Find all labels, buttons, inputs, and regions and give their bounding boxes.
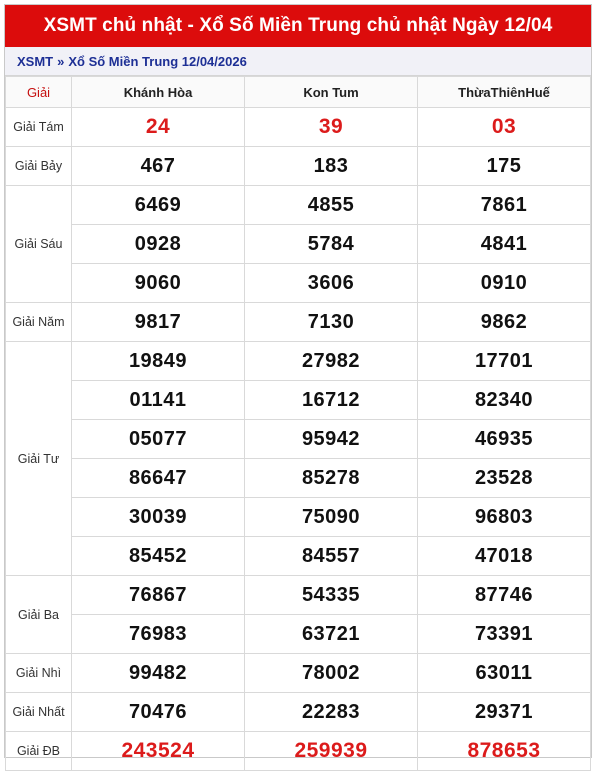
result-number: 76983 bbox=[72, 615, 245, 654]
table-row bbox=[6, 498, 591, 537]
column-header-province[interactable]: Kon Tum bbox=[245, 77, 418, 108]
prize-label-g5: Giải Năm bbox=[6, 303, 72, 342]
table-row bbox=[6, 537, 591, 576]
result-number: 19849 bbox=[72, 342, 245, 381]
result-number: 75090 bbox=[245, 498, 418, 537]
table-row bbox=[6, 147, 591, 186]
result-number: 0910 bbox=[418, 264, 591, 303]
breadcrumb bbox=[5, 47, 591, 76]
result-number: 96803 bbox=[418, 498, 591, 537]
table-row bbox=[6, 615, 591, 654]
breadcrumb-current-link[interactable]: Xổ Số Miền Trung 12/04/2026 bbox=[68, 53, 247, 69]
breadcrumb-separator: » bbox=[57, 53, 65, 69]
results-table bbox=[5, 76, 591, 771]
table-row bbox=[6, 576, 591, 615]
table-row bbox=[6, 732, 591, 771]
result-number: 47018 bbox=[418, 537, 591, 576]
result-number: 29371 bbox=[418, 693, 591, 732]
result-number: 73391 bbox=[418, 615, 591, 654]
breadcrumb-home-link[interactable]: XSMT bbox=[17, 53, 54, 69]
result-number: 3606 bbox=[245, 264, 418, 303]
result-number: 17701 bbox=[418, 342, 591, 381]
result-number: 63011 bbox=[418, 654, 591, 693]
column-header-prize: Giải bbox=[6, 77, 72, 108]
result-number: 05077 bbox=[72, 420, 245, 459]
table-header-row bbox=[6, 77, 591, 108]
result-number: 183 bbox=[245, 147, 418, 186]
result-number: 9060 bbox=[72, 264, 245, 303]
result-number: 99482 bbox=[72, 654, 245, 693]
table-row bbox=[6, 459, 591, 498]
table-row bbox=[6, 693, 591, 732]
prize-label-g7: Giải Bảy bbox=[6, 147, 72, 186]
result-number: 82340 bbox=[418, 381, 591, 420]
result-number: 01141 bbox=[72, 381, 245, 420]
prize-label-g6: Giải Sáu bbox=[6, 186, 72, 303]
result-number: 87746 bbox=[418, 576, 591, 615]
table-row bbox=[6, 108, 591, 147]
column-header-province[interactable]: Khánh Hòa bbox=[72, 77, 245, 108]
prize-label-g3: Giải Ba bbox=[6, 576, 72, 654]
result-number: 9817 bbox=[72, 303, 245, 342]
result-number: 46935 bbox=[418, 420, 591, 459]
table-row bbox=[6, 303, 591, 342]
table-row bbox=[6, 342, 591, 381]
table-row bbox=[6, 654, 591, 693]
results-panel bbox=[4, 4, 592, 762]
result-number: 03 bbox=[418, 108, 591, 147]
prize-label-g8: Giải Tám bbox=[6, 108, 72, 147]
table-row bbox=[6, 420, 591, 459]
result-number: 39 bbox=[245, 108, 418, 147]
result-number: 467 bbox=[72, 147, 245, 186]
result-number: 24 bbox=[72, 108, 245, 147]
result-number: 27982 bbox=[245, 342, 418, 381]
result-number: 4841 bbox=[418, 225, 591, 264]
result-number: 5784 bbox=[245, 225, 418, 264]
result-number: 70476 bbox=[72, 693, 245, 732]
result-number: 16712 bbox=[245, 381, 418, 420]
table-row bbox=[6, 186, 591, 225]
result-number: 6469 bbox=[72, 186, 245, 225]
result-number: 86647 bbox=[72, 459, 245, 498]
table-row bbox=[6, 264, 591, 303]
special-prize-number: 259939 bbox=[245, 732, 418, 771]
special-prize-number: 243524 bbox=[72, 732, 245, 771]
prize-label-db: Giải ĐB bbox=[6, 732, 72, 771]
result-number: 85278 bbox=[245, 459, 418, 498]
result-number: 76867 bbox=[72, 576, 245, 615]
result-number: 0928 bbox=[72, 225, 245, 264]
result-number: 7861 bbox=[418, 186, 591, 225]
page-title: XSMT chủ nhật - Xổ Số Miền Trung chủ nhật Ngày 12/04 bbox=[5, 5, 591, 47]
result-number: 63721 bbox=[245, 615, 418, 654]
result-number: 84557 bbox=[245, 537, 418, 576]
prize-label-g2: Giải Nhì bbox=[6, 654, 72, 693]
result-number: 95942 bbox=[245, 420, 418, 459]
result-number: 85452 bbox=[72, 537, 245, 576]
result-number: 7130 bbox=[245, 303, 418, 342]
prize-label-g1: Giải Nhất bbox=[6, 693, 72, 732]
table-row bbox=[6, 381, 591, 420]
result-number: 22283 bbox=[245, 693, 418, 732]
result-number: 9862 bbox=[418, 303, 591, 342]
result-number: 4855 bbox=[245, 186, 418, 225]
table-row bbox=[6, 225, 591, 264]
result-number: 30039 bbox=[72, 498, 245, 537]
result-number: 175 bbox=[418, 147, 591, 186]
special-prize-number: 878653 bbox=[418, 732, 591, 771]
result-number: 78002 bbox=[245, 654, 418, 693]
result-number: 23528 bbox=[418, 459, 591, 498]
column-header-province[interactable]: ThừaThiênHuế bbox=[418, 77, 591, 108]
prize-label-g4: Giải Tư bbox=[6, 342, 72, 576]
result-number: 54335 bbox=[245, 576, 418, 615]
